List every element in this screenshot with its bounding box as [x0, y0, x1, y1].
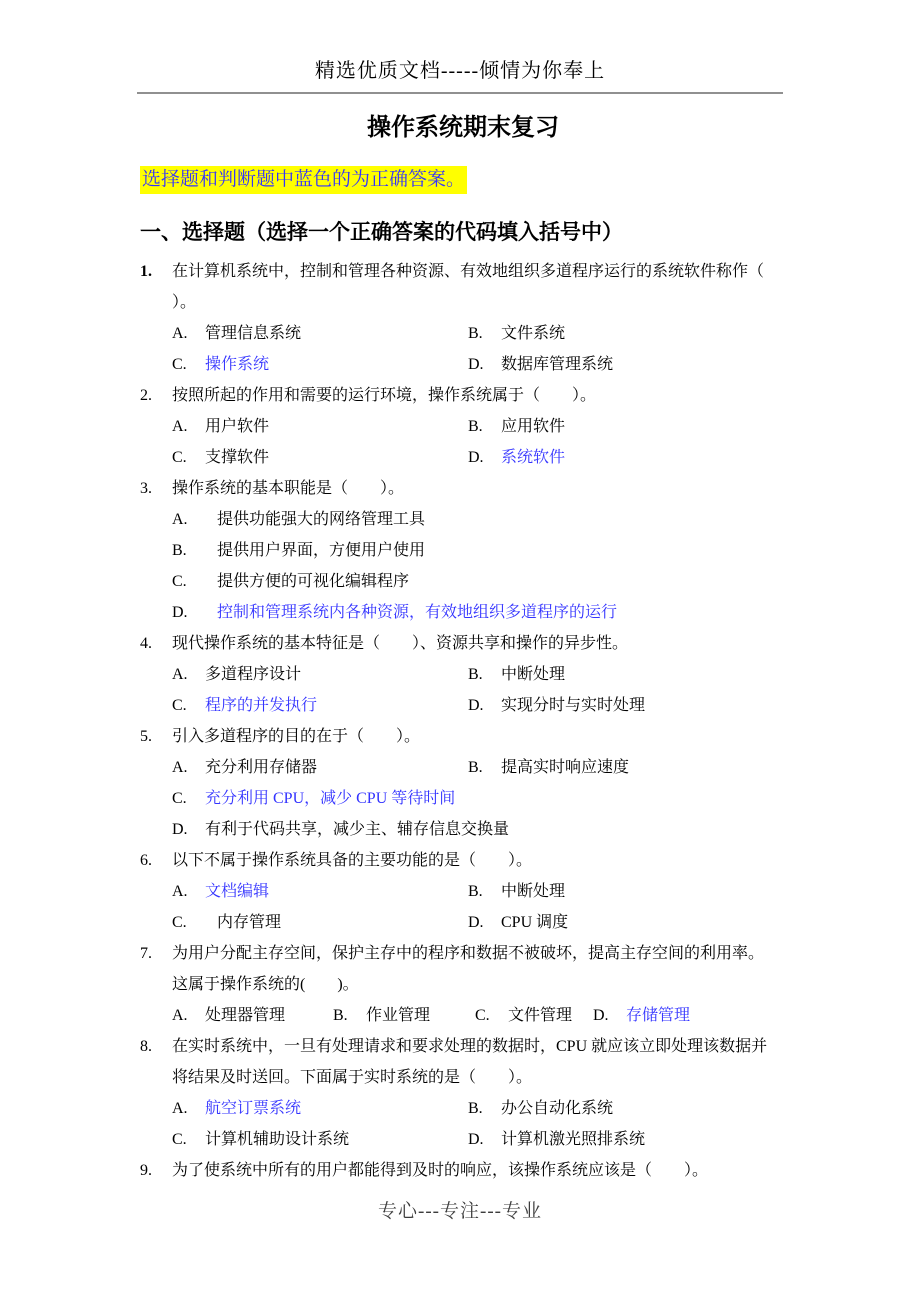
header-divider-line [137, 92, 783, 94]
option-b: B. 中断处理 [468, 883, 566, 900]
option-text: 存储管理 [626, 1007, 691, 1024]
question-number: 3. [140, 480, 152, 497]
option-text: 控制和管理系统内各种资源，有效地组织多道程序的运行 [217, 604, 618, 621]
option-b: B. 办公自动化系统 [468, 1100, 614, 1117]
option-text: 文档编辑 [205, 883, 270, 900]
option-text: 计算机激光照排系统 [501, 1131, 646, 1148]
question-text: 操作系统的基本职能是（ ）。 [172, 480, 405, 497]
option-a: A. 航空订票系统 [172, 1100, 302, 1117]
option-d: D. 实现分时与实时处理 [468, 697, 646, 714]
option-text: 系统软件 [501, 449, 566, 466]
option-a: A. 管理信息系统 [172, 325, 302, 342]
question-5 [140, 721, 786, 845]
document-title: 操作系统期末复习 [367, 114, 559, 141]
page-footer-text: 专心---专注---专业 [378, 1201, 542, 1222]
question-number: 5. [140, 728, 152, 745]
notice-row [140, 164, 786, 196]
option-b: B. 应用软件 [468, 418, 566, 435]
option-d: D. 数据库管理系统 [468, 356, 614, 373]
option-d: D. CPU 调度 [468, 914, 569, 931]
option-text: 支撑软件 [205, 449, 270, 466]
option-text: 操作系统 [205, 356, 270, 373]
option-text: 应用软件 [501, 418, 566, 435]
option-text: 中断处理 [501, 666, 566, 683]
option-text: 程序的并发执行 [205, 697, 318, 714]
options-grid [172, 1093, 786, 1155]
option-text: 有利于代码共享，减少主、辅存信息交换量 [205, 821, 510, 838]
highlighted-notice: 选择题和判断题中蓝色的为正确答案。 [140, 166, 467, 194]
option-d: D. 有利于代码共享，减少主、辅存信息交换量 [172, 821, 510, 838]
question-text: 在计算机系统中，控制和管理各种资源、有效地组织多道程序运行的系统软件称作（ [172, 263, 765, 280]
question-text: 按照所起的作用和需要的运行环境，操作系统属于（ ）。 [172, 387, 597, 404]
option-b: B. 中断处理 [468, 666, 566, 683]
option-text: 多道程序设计 [205, 666, 302, 683]
question-8 [140, 1031, 786, 1155]
option-text: 文件管理 [508, 1007, 573, 1024]
option-c: C. 文件管理 [475, 1007, 573, 1024]
option-c: C. 操作系统 [172, 356, 270, 373]
option-c: C. 内存管理 [172, 914, 282, 931]
options-grid [172, 876, 786, 938]
option-c: C. 提供方便的可视化编辑程序 [172, 573, 410, 590]
option-text: 文件系统 [501, 325, 566, 342]
question-text: 现代操作系统的基本特征是（ ）、资源共享和操作的异步性。 [172, 635, 629, 652]
question-number: 2. [140, 387, 152, 404]
option-c: C. 充分利用 CPU，减少 CPU 等待时间 [172, 790, 456, 807]
option-c: C. 程序的并发执行 [172, 697, 318, 714]
section-heading: 一、选择题（选择一个正确答案的代码填入括号中） [140, 221, 623, 244]
question-7 [140, 938, 786, 1031]
option-text: 提供方便的可视化编辑程序 [217, 573, 410, 590]
options-grid [172, 318, 786, 380]
option-text: 作业管理 [366, 1007, 431, 1024]
option-a: A. 用户软件 [172, 418, 270, 435]
question-1 [140, 256, 786, 380]
question-list [140, 256, 786, 1186]
question-2 [140, 380, 786, 473]
question-text-cont: 将结果及时送回。下面属于实时系统的是（ ）。 [172, 1069, 533, 1086]
options-grid [172, 659, 786, 721]
option-text: 提供功能强大的网络管理工具 [217, 511, 426, 528]
question-text-cont: 这属于操作系统的( )。 [172, 976, 359, 993]
option-text: 提供用户界面，方便用户使用 [217, 542, 426, 559]
option-a: A. 处理器管理 [172, 1007, 286, 1024]
question-number: 6. [140, 852, 152, 869]
options-row [172, 1000, 786, 1031]
option-c: C. 支撑软件 [172, 449, 270, 466]
option-text: 办公自动化系统 [501, 1100, 614, 1117]
option-text: 提高实时响应速度 [501, 759, 630, 776]
option-b: B. 提供用户界面，方便用户使用 [172, 542, 426, 559]
option-d: D. 控制和管理系统内各种资源，有效地组织多道程序的运行 [172, 604, 618, 621]
option-text: 充分利用存储器 [205, 759, 318, 776]
option-a: A. 文档编辑 [172, 883, 270, 900]
question-4 [140, 628, 786, 721]
option-text: 处理器管理 [205, 1007, 286, 1024]
question-text: 以下不属于操作系统具备的主要功能的是（ ）。 [172, 852, 533, 869]
option-text: 实现分时与实时处理 [501, 697, 646, 714]
question-number: 4. [140, 635, 152, 652]
option-d: D. 计算机激光照排系统 [468, 1131, 646, 1148]
option-a: A. 提供功能强大的网络管理工具 [172, 511, 426, 528]
question-text: 为用户分配主存空间，保护主存中的程序和数据不被破坏，提高主存空间的利用率。 [172, 945, 765, 962]
question-text: 在实时系统中，一旦有处理请求和要求处理的数据时，CPU 就应该立即处理该数据并 [172, 1038, 768, 1055]
option-d: D. 存储管理 [593, 1007, 691, 1024]
option-b: B. 提高实时响应速度 [468, 759, 630, 776]
options-grid [172, 752, 786, 783]
option-text: 管理信息系统 [205, 325, 302, 342]
option-text: 充分利用 CPU，减少 CPU 等待时间 [205, 790, 456, 807]
question-3 [140, 473, 786, 628]
option-text: 数据库管理系统 [501, 356, 614, 373]
question-number: 1. [140, 263, 152, 280]
option-b: B. 文件系统 [468, 325, 566, 342]
option-text: 中断处理 [501, 883, 566, 900]
question-text-cont: ）。 [172, 294, 197, 311]
option-text: 用户软件 [205, 418, 270, 435]
option-a: A. 多道程序设计 [172, 666, 302, 683]
option-text: 航空订票系统 [205, 1100, 302, 1117]
option-d: D. 系统软件 [468, 449, 566, 466]
option-a: A. 充分利用存储器 [172, 759, 318, 776]
question-text: 引入多道程序的目的在于（ ）。 [172, 728, 421, 745]
option-c: C. 计算机辅助设计系统 [172, 1131, 350, 1148]
question-text: 为了使系统中所有的用户都能得到及时的响应，该操作系统应该是（ ）。 [172, 1162, 709, 1179]
question-6 [140, 845, 786, 938]
option-text: 内存管理 [217, 914, 282, 931]
page-header-text: 精选优质文档-----倾情为你奉上 [314, 60, 606, 82]
option-text: 计算机辅助设计系统 [205, 1131, 350, 1148]
question-9 [140, 1155, 786, 1186]
document-content [140, 100, 786, 1186]
option-b: B. 作业管理 [333, 1007, 431, 1024]
question-number: 7. [140, 945, 152, 962]
question-number: 8. [140, 1038, 152, 1055]
option-text: CPU 调度 [501, 914, 569, 931]
options-grid [172, 411, 786, 473]
question-number: 9. [140, 1162, 152, 1179]
